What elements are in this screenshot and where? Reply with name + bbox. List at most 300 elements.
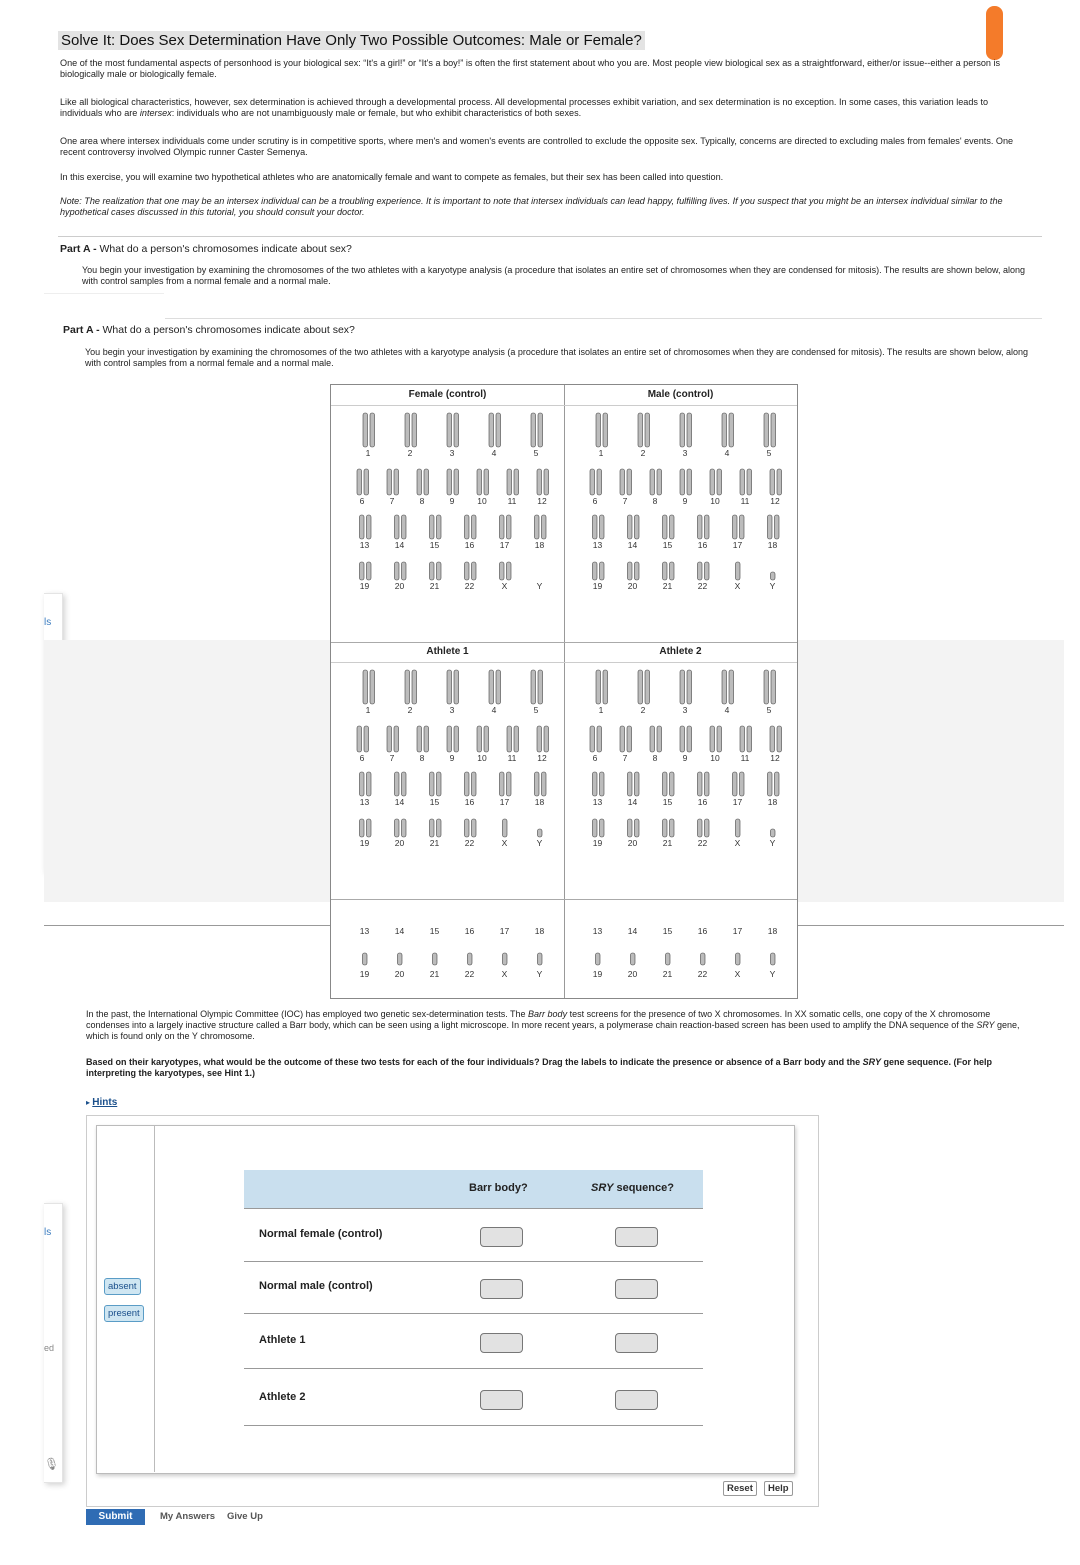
hints-toggle[interactable] (86, 1092, 117, 1110)
chromosome-label: 22 (697, 581, 708, 591)
chromosome-14 (395, 515, 400, 539)
chromosome-17 (507, 772, 512, 796)
chromosome-14 (402, 772, 407, 796)
chromosome-11 (740, 469, 745, 495)
chromosome-label: 22 (697, 969, 708, 979)
chromosome-3 (454, 413, 459, 447)
male-control-title: Male (control) (647, 389, 714, 400)
hints-link[interactable]: Hints (92, 1097, 118, 1108)
chromosome-1 (363, 670, 368, 704)
chromosome-Y (771, 953, 776, 965)
chromosome-10 (710, 726, 715, 752)
chromosome-2 (405, 413, 410, 447)
chromosome-15 (663, 772, 668, 796)
female-control-title: Female (control) (408, 389, 487, 400)
chromosome-3 (687, 670, 692, 704)
chromosome-16 (472, 515, 477, 539)
chromosome-label: 6 (592, 496, 598, 506)
chromosome-label: 21 (429, 581, 440, 591)
chromosome-1 (603, 413, 608, 447)
chromosome-label: Y (536, 969, 543, 979)
help-button[interactable]: Help (764, 1481, 793, 1496)
chromosome-label: 2 (407, 448, 413, 458)
chromosome-11 (747, 726, 752, 752)
chromosome-10 (717, 469, 722, 495)
chromosome-label: 17 (732, 926, 743, 936)
chromosome-label: 15 (429, 797, 440, 807)
chromosome-9 (447, 726, 452, 752)
chromosome-7 (387, 726, 392, 752)
chromosome-14 (402, 515, 407, 539)
chromosome-label: 13 (592, 926, 603, 936)
chromosome-21 (663, 562, 668, 580)
chromosome-label: 12 (537, 753, 547, 763)
chromosome-18 (542, 515, 547, 539)
chromosome-22 (698, 819, 703, 837)
chromosome-label: 18 (534, 540, 545, 550)
chromosome-label: 16 (697, 926, 708, 936)
chromosome-8 (424, 726, 429, 752)
chromosome-20 (631, 953, 636, 965)
chromosome-19 (593, 562, 598, 580)
give-up-link[interactable]: Give Up (227, 1511, 263, 1522)
side-panel-text: ed (44, 1343, 55, 1353)
submit-button[interactable]: Submit (86, 1509, 145, 1525)
chromosome-9 (687, 469, 692, 495)
drop-target-male-sry[interactable] (615, 1279, 658, 1299)
chromosome-label: 6 (359, 496, 365, 506)
drop-target-athlete2-sry[interactable] (615, 1390, 658, 1410)
row-label-athlete-2: Athlete 2 (259, 1391, 306, 1403)
chromosome-label: 7 (622, 753, 628, 763)
chromosome-8 (650, 469, 655, 495)
chromosome-5 (764, 413, 769, 447)
chromosome-label: 9 (449, 753, 455, 763)
page-title: Solve It: Does Sex Determination Have Only Two Possible Outcomes: Male or Female? (58, 31, 645, 50)
chromosome-4 (722, 670, 727, 704)
chromosome-label: 8 (652, 496, 658, 506)
chromosome-label: 22 (464, 969, 475, 979)
chromosome-label: 16 (464, 926, 475, 936)
chromosome-label: 4 (724, 705, 730, 715)
chromosome-label: 14 (627, 540, 638, 550)
karyotype-panel-athlete1 (331, 664, 564, 899)
chromosome-label: 12 (770, 753, 780, 763)
intro-paragraph-2: Like all biological characteristics, however, sex determination is achieved through a developmental process. All developmental processes exhibit variation, and sex determination is no exception. In some cases, this variation leads to individuals who are intersex: individuals who are not unambiguously male or female, but who exhibit characteristics of both sexes. (60, 97, 989, 118)
chromosome-20 (395, 562, 400, 580)
row-label-athlete-1: Athlete 1 (259, 1334, 306, 1346)
label-chip-present[interactable]: present (104, 1305, 144, 1322)
caret-right-icon: ▸ (86, 1098, 93, 1107)
chromosome-label: 5 (766, 705, 772, 715)
chromosome-1 (370, 670, 375, 704)
part-a-intro: You begin your investigation by examining the chromosomes of the two athletes with a karyotype analysis (a procedure that isolates an entire set of chromosomes when they are condensed for mitosis). The results are shown below, along with control samples from a normal female and a normal male. (82, 265, 1026, 286)
chromosome-label: 20 (627, 581, 638, 591)
chromosome-label: 3 (449, 448, 455, 458)
part-a-heading-repeat: Part A - What do a person's chromosomes indicate about sex? (63, 324, 355, 336)
chromosome-7 (387, 469, 392, 495)
chromosome-label: 15 (662, 540, 673, 550)
chromosome-3 (447, 670, 452, 704)
chromosome-6 (357, 726, 362, 752)
chromosome-X (736, 562, 741, 580)
karyotype-panel-female (331, 407, 564, 642)
chromosome-10 (484, 726, 489, 752)
chromosome-21 (437, 819, 442, 837)
chromosome-15 (670, 515, 675, 539)
chromosome-22 (465, 562, 470, 580)
chromosome-18 (775, 772, 780, 796)
chromosome-6 (364, 469, 369, 495)
chromosome-4 (729, 670, 734, 704)
drop-target-athlete1-barr[interactable] (480, 1333, 523, 1353)
chromosome-label: 8 (419, 496, 425, 506)
chromosome-8 (657, 469, 662, 495)
chromosome-12 (777, 726, 782, 752)
chromosome-11 (507, 469, 512, 495)
drop-target-athlete1-sry[interactable] (615, 1333, 658, 1353)
chromosome-22 (472, 819, 477, 837)
chromosome-label: 4 (491, 705, 497, 715)
shaded-backdrop (797, 640, 1064, 902)
chromosome-4 (729, 413, 734, 447)
chromosome-9 (447, 469, 452, 495)
chromosome-3 (680, 413, 685, 447)
chromosome-16 (705, 515, 710, 539)
chromosome-10 (477, 469, 482, 495)
chromosome-label: 17 (732, 797, 743, 807)
chromosome-label: Y (769, 581, 776, 591)
chromosome-3 (680, 670, 685, 704)
chromosome-20 (402, 562, 407, 580)
chromosome-X (503, 819, 508, 837)
chromosome-21 (663, 819, 668, 837)
chromosome-22 (705, 562, 710, 580)
chromosome-label: 15 (662, 926, 673, 936)
chromosome-label: 18 (534, 797, 545, 807)
chromosome-label: X (501, 969, 508, 979)
chromosome-2 (638, 413, 643, 447)
chromosome-22 (465, 819, 470, 837)
chromosome-11 (740, 726, 745, 752)
chromosome-label: 14 (627, 797, 638, 807)
chromosome-21 (670, 819, 675, 837)
chromosome-9 (454, 726, 459, 752)
chromosome-label: 14 (394, 540, 405, 550)
chromosome-X (500, 562, 505, 580)
chromosome-21 (670, 562, 675, 580)
chromosome-label: 20 (627, 838, 638, 848)
chromosome-12 (777, 469, 782, 495)
chromosome-14 (395, 772, 400, 796)
chromosome-16 (465, 515, 470, 539)
note-paragraph: Note: The realization that one may be an intersex individual can be a troubling experience. It is important to note that intersex individuals can lead happy, fulfilling lives. If you suspect that you might be an intersex individual similar to the hypothetical cases discussed in this tutorial, you should consult your doctor. (60, 196, 1003, 217)
chromosome-17 (740, 515, 745, 539)
chromosome-label: 22 (697, 838, 708, 848)
chromosome-label: 10 (477, 496, 487, 506)
chromosome-label: 21 (662, 838, 673, 848)
chromosome-label: 13 (359, 540, 370, 550)
chromosome-label: 19 (592, 581, 603, 591)
chromosome-label: 16 (464, 797, 475, 807)
part-a-intro-repeat: You begin your investigation by examining the chromosomes of the two athletes with a karyotype analysis (a procedure that isolates an entire set of chromosomes when they are condensed for mitosis). The results are shown below, along with control samples from a normal female and a normal male. (85, 347, 1029, 368)
label-chip-absent[interactable]: absent (104, 1278, 141, 1295)
chromosome-label: 18 (534, 926, 545, 936)
chromosome-7 (394, 726, 399, 752)
chromosome-X (503, 953, 508, 965)
drop-target-female-sry[interactable] (615, 1227, 658, 1247)
intro-paragraph-1: One of the most fundamental aspects of personhood is your biological sex: “It's a girl!” or “It's a boy!” is often the first statement about who you are. Most people view biological sex as a straightforward, either/or issue--either a person is biologically male or biologically female. (60, 58, 1001, 79)
chromosome-9 (680, 469, 685, 495)
chromosome-5 (771, 413, 776, 447)
chromosome-19 (593, 819, 598, 837)
intro-paragraph-3: One area where intersex individuals come under scrutiny is in competitive sports, where men's and women's events are controlled to exclude the opposite sex. Typically, concerns are directed to excluding males from females' events. One recent controversy involved Olympic runner Caster Semenya. (60, 136, 1014, 157)
chromosome-label: 13 (592, 797, 603, 807)
chromosome-label: Y (536, 581, 543, 591)
chromosome-label: Y (769, 838, 776, 848)
chromosome-10 (710, 469, 715, 495)
chromosome-2 (412, 670, 417, 704)
chromosome-17 (740, 772, 745, 796)
chromosome-15 (663, 515, 668, 539)
chromosome-20 (628, 562, 633, 580)
chromosome-15 (430, 772, 435, 796)
chromosome-8 (424, 469, 429, 495)
chromosome-label: 15 (662, 797, 673, 807)
chromosome-9 (680, 726, 685, 752)
microphone-icon[interactable]: 🎙 (44, 1457, 60, 1471)
chromosome-label: 3 (449, 705, 455, 715)
chromosome-6 (364, 726, 369, 752)
chromosome-16 (698, 772, 703, 796)
chromosome-label: 10 (477, 753, 487, 763)
chromosome-label: 20 (394, 838, 405, 848)
my-answers-link[interactable]: My Answers (160, 1511, 216, 1522)
chromosome-18 (535, 772, 540, 796)
chromosome-X (507, 562, 512, 580)
chromosome-19 (600, 562, 605, 580)
chromosome-label: 16 (697, 540, 708, 550)
chromosome-label: 11 (740, 753, 750, 763)
chromosome-2 (645, 413, 650, 447)
chromosome-label: 11 (507, 496, 517, 506)
chromosome-label: 1 (365, 448, 371, 458)
chromosome-5 (538, 413, 543, 447)
chromosome-label: 1 (365, 705, 371, 715)
chromosome-label: 8 (652, 753, 658, 763)
chromosome-18 (775, 515, 780, 539)
chromosome-label: 14 (394, 926, 405, 936)
chromosome-X (736, 819, 741, 837)
chromosome-Y (771, 572, 776, 580)
chromosome-21 (433, 953, 438, 965)
chromosome-11 (747, 469, 752, 495)
chromosome-15 (430, 515, 435, 539)
column-header-sry: SRY sequence? (591, 1182, 674, 1194)
chromosome-1 (596, 670, 601, 704)
chromosome-8 (657, 726, 662, 752)
chromosome-12 (544, 469, 549, 495)
chromosome-Y (771, 829, 776, 837)
chromosome-4 (722, 413, 727, 447)
chromosome-label: 8 (419, 753, 425, 763)
chromosome-9 (454, 469, 459, 495)
chromosome-20 (635, 562, 640, 580)
chromosome-13 (367, 772, 372, 796)
chromosome-7 (394, 469, 399, 495)
chromosome-2 (638, 670, 643, 704)
chromosome-label: 19 (592, 838, 603, 848)
row-label-normal-female: Normal female (control) (259, 1228, 383, 1240)
chromosome-label: 4 (491, 448, 497, 458)
chromosome-label: 11 (507, 753, 517, 763)
shaded-backdrop (44, 640, 330, 902)
chromosome-label: 18 (767, 926, 778, 936)
chromosome-14 (635, 772, 640, 796)
chromosome-5 (538, 670, 543, 704)
part-a-heading: Part A - What do a person's chromosomes indicate about sex? (60, 243, 352, 255)
chromosome-19 (360, 562, 365, 580)
chromosome-label: 4 (724, 448, 730, 458)
chromosome-16 (472, 772, 477, 796)
side-panel-text: ls (44, 617, 52, 628)
chromosome-label: 1 (598, 705, 604, 715)
chromosome-label: 6 (592, 753, 598, 763)
chromosome-1 (363, 413, 368, 447)
chromosome-label: 16 (464, 540, 475, 550)
chromosome-13 (600, 515, 605, 539)
chromosome-18 (768, 515, 773, 539)
chromosome-7 (620, 469, 625, 495)
chromosome-label: 20 (394, 969, 405, 979)
chromosome-label: 2 (640, 705, 646, 715)
drop-target-male-barr[interactable] (480, 1279, 523, 1299)
chromosome-5 (531, 413, 536, 447)
drop-target-athlete2-barr[interactable] (480, 1390, 523, 1410)
divider (244, 1368, 703, 1369)
chromosome-22 (698, 562, 703, 580)
chromosome-label: Y (769, 969, 776, 979)
chromosome-17 (733, 515, 738, 539)
chromosome-label: 20 (394, 581, 405, 591)
chromosome-label: 19 (592, 969, 603, 979)
chromosome-label: X (501, 838, 508, 848)
chromosome-6 (357, 469, 362, 495)
chromosome-label: 1 (598, 448, 604, 458)
chromosome-8 (417, 469, 422, 495)
chromosome-label: 2 (640, 448, 646, 458)
chromosome-13 (360, 772, 365, 796)
chromosome-label: 3 (682, 448, 688, 458)
chromosome-label: 2 (407, 705, 413, 715)
chromosome-16 (705, 772, 710, 796)
question-text: Based on their karyotypes, what would be the outcome of these two tests for each of the four individuals? Drag the labels to indicate the presence or absence of a Barr body and the SRY gene sequence. (For help interpreting the karyotypes, see Hint 1.) (86, 1057, 993, 1078)
chromosome-label: 5 (766, 448, 772, 458)
divider (244, 1261, 703, 1262)
chromosome-label: 13 (359, 926, 370, 936)
chromosome-label: 9 (682, 496, 688, 506)
chromosome-2 (412, 413, 417, 447)
athlete-1-title: Athlete 1 (426, 646, 469, 657)
chromosome-3 (454, 670, 459, 704)
chromosome-4 (489, 670, 494, 704)
chromosome-label: 7 (389, 496, 395, 506)
chromosome-18 (768, 772, 773, 796)
chromosome-8 (650, 726, 655, 752)
chromosome-1 (603, 670, 608, 704)
drop-target-female-barr[interactable] (480, 1227, 523, 1247)
chromosome-label: 5 (533, 705, 539, 715)
chromosome-12 (537, 469, 542, 495)
chromosome-label: 17 (499, 926, 510, 936)
chromosome-1 (370, 413, 375, 447)
divider (244, 1313, 703, 1314)
chromosome-label: 21 (662, 969, 673, 979)
chromosome-label: 14 (394, 797, 405, 807)
chromosome-label: X (734, 581, 741, 591)
chromosome-22 (468, 953, 473, 965)
chromosome-9 (687, 726, 692, 752)
label-bank-divider (154, 1125, 155, 1472)
intro-paragraph-4: In this exercise, you will examine two hypothetical athletes who are anatomically female and want to compete as females, but their sex has been called into question. (60, 172, 724, 182)
chromosome-17 (500, 515, 505, 539)
chromosome-label: 10 (710, 753, 720, 763)
chromosome-19 (363, 953, 368, 965)
divider (331, 899, 797, 900)
chromosome-22 (701, 953, 706, 965)
chromosome-15 (670, 772, 675, 796)
chromosome-label: X (734, 969, 741, 979)
chromosome-label: 19 (359, 838, 370, 848)
chromosome-5 (764, 670, 769, 704)
divider (244, 1425, 703, 1426)
chromosome-17 (507, 515, 512, 539)
tests-paragraph: In the past, the International Olympic Committee (IOC) has employed two genetic sex-determination tests. The Barr body test screens for the presence of two X chromosomes. In XX somatic cells, one copy of the X chromosome condenses into a largely inactive structure called a Barr body, which can be seen using a light microscope. In more recent years, a polymerase chain reaction-based screen has been used to amplify the DNA sequence of the SRY gene, which is found only on the Y chromosome. (86, 1009, 1020, 1041)
reset-button[interactable]: Reset (723, 1481, 757, 1496)
chromosome-14 (628, 515, 633, 539)
chromosome-label: 20 (627, 969, 638, 979)
chromosome-label: 10 (710, 496, 720, 506)
chromosome-1 (596, 413, 601, 447)
chromosome-22 (705, 819, 710, 837)
chromosome-3 (447, 413, 452, 447)
chromosome-label: 19 (359, 969, 370, 979)
chromosome-17 (500, 772, 505, 796)
chromosome-12 (537, 726, 542, 752)
divider (58, 236, 1042, 237)
chromosome-label: 21 (662, 581, 673, 591)
chromosome-label: 18 (767, 797, 778, 807)
chromosome-13 (593, 772, 598, 796)
karyotype-panels (331, 385, 797, 998)
divider (44, 293, 164, 294)
chromosome-11 (514, 726, 519, 752)
chromosome-12 (544, 726, 549, 752)
column-header-barr-body: Barr body? (469, 1182, 528, 1194)
chromosome-5 (531, 670, 536, 704)
divider (244, 1208, 703, 1209)
chromosome-14 (628, 772, 633, 796)
chromosome-20 (628, 819, 633, 837)
chromosome-15 (437, 772, 442, 796)
chromosome-2 (405, 670, 410, 704)
chromosome-6 (597, 469, 602, 495)
orange-highlight-marker (986, 6, 1003, 60)
chromosome-Y (538, 953, 543, 965)
chromosome-21 (430, 819, 435, 837)
chromosome-label: 14 (627, 926, 638, 936)
chromosome-Y (538, 829, 543, 837)
